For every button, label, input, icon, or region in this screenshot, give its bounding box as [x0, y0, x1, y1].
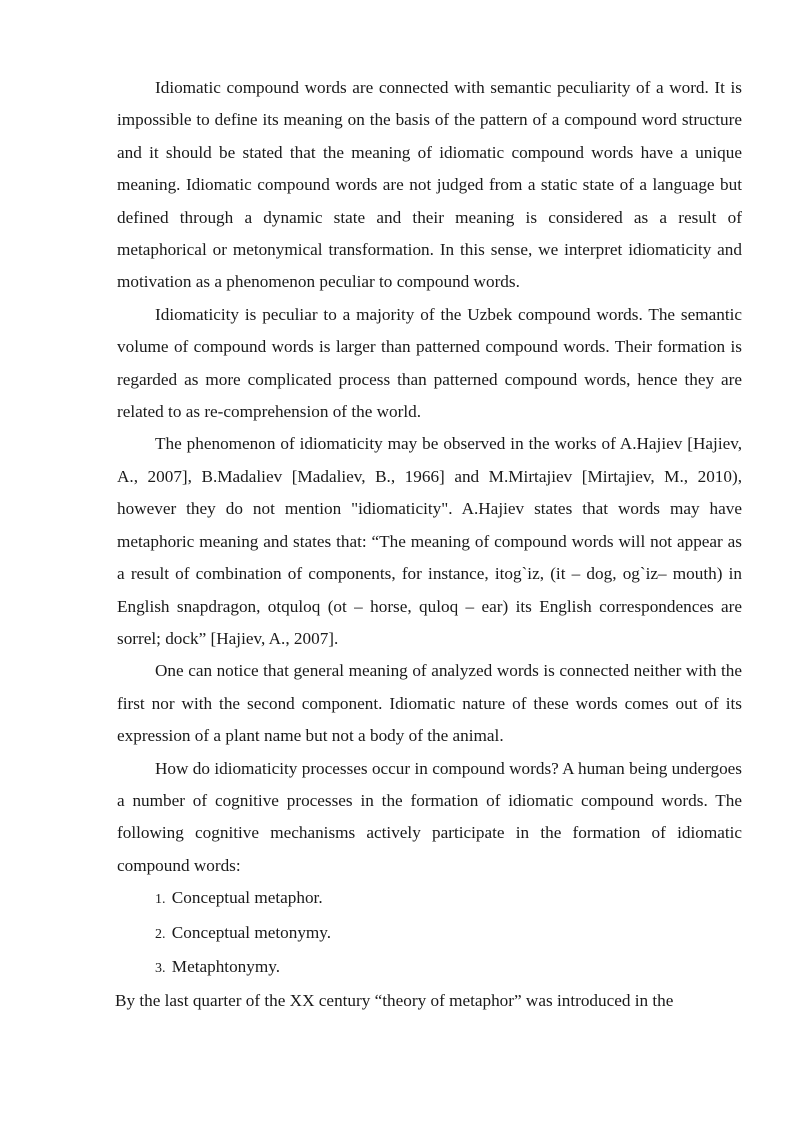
list-item — [117, 951, 742, 985]
paragraph-4: One can notice that general meaning of analyzed words is connected neither with the first nor with the second component. Idiomatic nature of these words comes out of its expression of a plant name but not a body of the animal. — [117, 661, 742, 746]
list-number: 2. — [155, 926, 166, 942]
list-text: Metaphtonymy. — [171, 956, 280, 976]
list-number: 1. — [155, 892, 166, 908]
body-text — [117, 72, 742, 1018]
list-text: Conceptual metonymy. — [171, 922, 332, 942]
paragraph-1: Idiomatic compound words are connected with semantic peculiarity of a word. It is impossible to define its meaning on the basis of the pattern of a compound word structure and it should be stated that the meaning of idiomatic compound words have a unique meaning. Idiomatic compound words are not judged from a static state of a language but defined through a dynamic state and their meaning is considered as a result of metaphorical or metonymical transformation. In this sense, we interpret idiomaticity and motivation as a phenomenon peculiar to compound words. — [117, 78, 742, 292]
paragraph-6: By the last quarter of the XX century “theory of metaphor” was introduced in the — [115, 991, 674, 1011]
paragraph-2: Idiomaticity is peculiar to a majority of the Uzbek compound words. The semantic volume of compound words is larger than patterned compound words. Their formation is regarded as more complicated process than patterned compound words, hence they are related to as re-comprehension of the world. — [117, 304, 742, 422]
list-number: 3. — [155, 960, 166, 976]
paragraph-3: The phenomenon of idiomaticity may be observed in the works of A.Hajiev [Hajiev, A., 2007], B.Madaliev [Madaliev, B., 1966] and M.Mirtajiev [Mirtajiev, M., 2010), however they do not mention "idiomaticity". A.Hajiev states that words may have metaphoric meaning and states that: “The meaning of compound words will not appear as a result of combination of components, for instance, itog`iz, (it – dog, og`iz– mouth) in English snapdragon, otquloq (ot – horse, quloq – ear) its English correspondences are sorrel; dock” [Hajiev, A., 2007]. — [117, 434, 742, 648]
list-item — [117, 882, 742, 916]
list-text: Conceptual metaphor. — [171, 888, 323, 908]
paragraph-5: How do idiomaticity processes occur in compound words? A human being undergoes a number of cognitive processes in the formation of idiomatic compound words. The following cognitive mechanisms actively participate in the formation of idiomatic compound words: — [117, 758, 742, 875]
list-item — [117, 917, 742, 951]
mechanism-list — [117, 882, 742, 985]
